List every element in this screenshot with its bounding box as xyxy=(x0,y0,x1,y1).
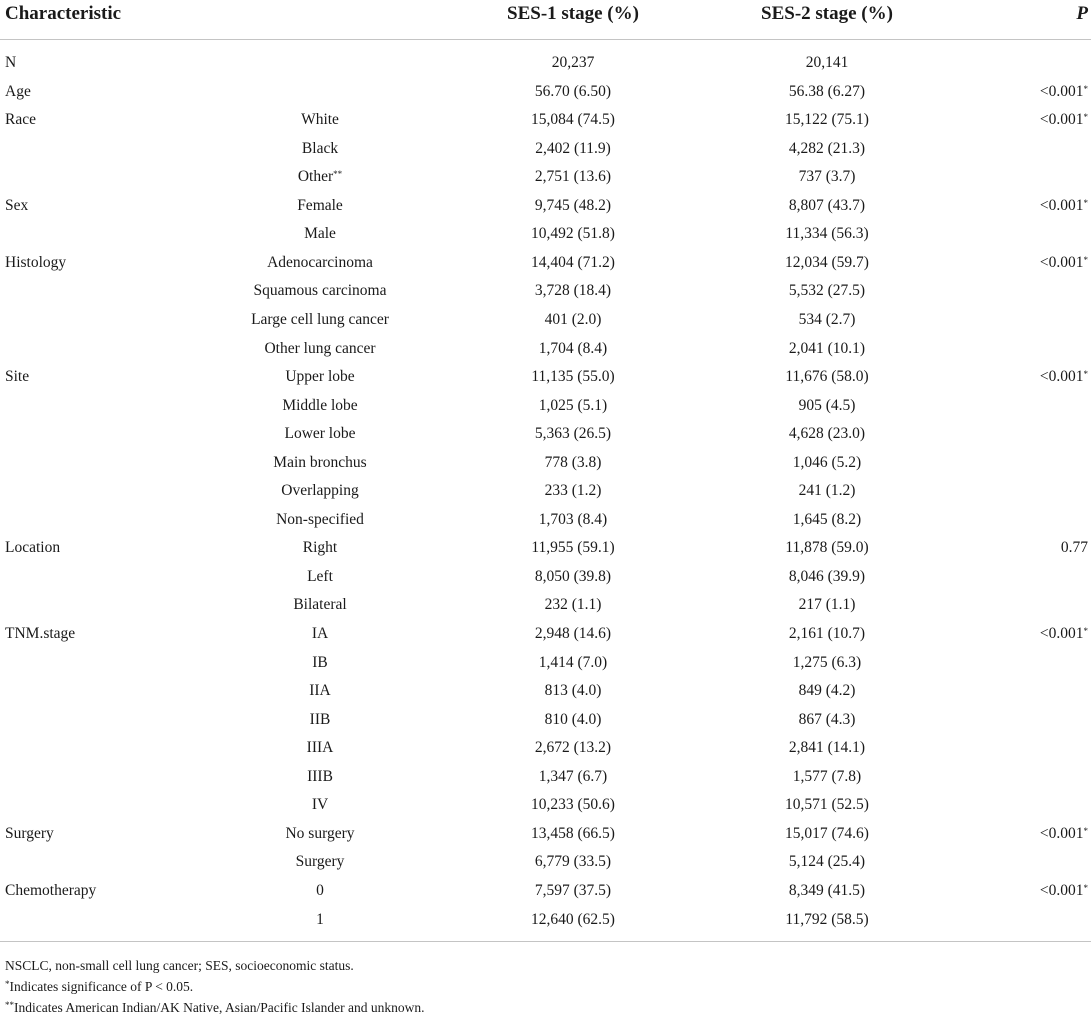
subcategory-cell: Middle lobe xyxy=(282,396,358,414)
table-row xyxy=(0,50,1091,78)
subcategory-cell: Surgery xyxy=(295,853,345,871)
footnote xyxy=(5,958,354,974)
ses2-value-cell: 849 (4.2) xyxy=(798,682,856,700)
ses1-value-cell: 2,751 (13.6) xyxy=(534,168,612,186)
ses2-value-cell: 5,532 (27.5) xyxy=(788,282,866,300)
ses2-value-cell: 241 (1.2) xyxy=(798,482,856,500)
p-value-cell: <0.001* xyxy=(1039,196,1088,214)
table-row xyxy=(0,878,1091,906)
ses2-value-cell: 534 (2.7) xyxy=(798,310,856,328)
ses1-value-cell: 5,363 (26.5) xyxy=(534,425,612,443)
bottom-rule xyxy=(0,941,1091,942)
footnote xyxy=(5,1000,425,1016)
ses1-value-cell: 1,704 (8.4) xyxy=(538,339,608,357)
p-value-cell: <0.001* xyxy=(1039,111,1088,129)
subcategory-cell: Male xyxy=(304,225,336,243)
ses2-value-cell: 1,046 (5.2) xyxy=(792,453,862,471)
ses1-value-cell: 2,402 (11.9) xyxy=(535,139,611,157)
table-row xyxy=(0,592,1091,620)
footnote-mark: * xyxy=(1083,369,1088,380)
table-row xyxy=(0,535,1091,563)
subcategory-cell: Other** xyxy=(297,168,343,186)
characteristic-cell: Race xyxy=(5,111,36,129)
subcategory-cell: Non-specified xyxy=(276,510,364,528)
ses2-value-cell: 8,807 (43.7) xyxy=(788,196,866,214)
subcategory-cell: Left xyxy=(307,567,333,585)
table-row xyxy=(0,564,1091,592)
footnote xyxy=(5,979,193,995)
table-row xyxy=(0,507,1091,535)
ses1-value-cell: 401 (2.0) xyxy=(544,310,602,328)
table-row xyxy=(0,336,1091,364)
characteristic-cell: Site xyxy=(5,368,30,386)
table-row xyxy=(0,79,1091,107)
table-row xyxy=(0,307,1091,335)
table-row xyxy=(0,707,1091,735)
ses1-value-cell: 1,703 (8.4) xyxy=(538,510,608,528)
subcategory-cell: IIB xyxy=(309,710,331,728)
ses1-value-cell: 813 (4.0) xyxy=(544,682,602,700)
ses2-value-cell: 11,676 (58.0) xyxy=(785,368,869,386)
footnote-text: NSCLC, non-small cell lung cancer; SES, socioeconomic status. xyxy=(5,958,354,973)
ses1-value-cell: 233 (1.2) xyxy=(544,482,602,500)
ses1-value-cell: 778 (3.8) xyxy=(544,453,602,471)
p-value-cell: <0.001* xyxy=(1039,82,1088,100)
subcategory-cell: Bilateral xyxy=(293,596,347,614)
ses1-value-cell: 13,458 (66.5) xyxy=(531,824,615,842)
ses1-value-cell: 9,745 (48.2) xyxy=(534,196,612,214)
ses1-value-cell: 7,597 (37.5) xyxy=(534,881,612,899)
table-row xyxy=(0,221,1091,249)
subcategory-cell: Other lung cancer xyxy=(264,339,376,357)
ses2-value-cell: 4,628 (23.0) xyxy=(788,425,866,443)
subcategory-cell: IV xyxy=(311,796,329,814)
ses1-value-cell: 1,025 (5.1) xyxy=(538,396,608,414)
table-row xyxy=(0,678,1091,706)
ses2-value-cell: 867 (4.3) xyxy=(798,710,856,728)
table-row xyxy=(0,735,1091,763)
table-row xyxy=(0,193,1091,221)
ses1-value-cell: 11,135 (55.0) xyxy=(531,368,615,386)
table-header xyxy=(0,0,1091,30)
table-row xyxy=(0,849,1091,877)
ses1-value-cell: 14,404 (71.2) xyxy=(531,253,615,271)
subcategory-cell: Squamous carcinoma xyxy=(253,282,387,300)
table-row xyxy=(0,450,1091,478)
ses2-value-cell: 56.38 (6.27) xyxy=(788,82,866,100)
ses2-value-cell: 12,034 (59.7) xyxy=(785,253,869,271)
table-row xyxy=(0,421,1091,449)
ses2-value-cell: 11,792 (58.5) xyxy=(785,910,869,928)
subcategory-cell: Main bronchus xyxy=(273,453,367,471)
subcategory-cell: Lower lobe xyxy=(284,425,356,443)
ses2-value-cell: 11,878 (59.0) xyxy=(785,539,869,557)
characteristic-cell: Location xyxy=(5,539,61,557)
header-rule xyxy=(0,39,1091,40)
table-row xyxy=(0,107,1091,135)
p-value-cell: <0.001* xyxy=(1039,625,1088,642)
ses2-value-cell: 2,841 (14.1) xyxy=(788,739,866,757)
ses2-value-cell: 4,282 (21.3) xyxy=(788,139,866,157)
header-characteristic: Characteristic xyxy=(5,3,122,24)
table-row xyxy=(0,478,1091,506)
table-row xyxy=(0,621,1091,649)
characteristic-cell: N xyxy=(5,54,17,71)
footnote-mark: * xyxy=(1083,112,1088,123)
ses2-value-cell: 1,645 (8.2) xyxy=(792,510,862,528)
footnote-mark: * xyxy=(1083,882,1088,893)
subcategory-cell: White xyxy=(301,111,339,129)
header-p: P xyxy=(1076,3,1088,24)
p-value-cell: <0.001* xyxy=(1039,368,1088,386)
subcategory-cell: Female xyxy=(297,196,343,214)
ses2-value-cell: 8,349 (41.5) xyxy=(788,881,866,899)
ses1-value-cell: 2,672 (13.2) xyxy=(534,739,612,757)
ses2-value-cell: 2,041 (10.1) xyxy=(788,339,866,357)
ses1-value-cell: 1,414 (7.0) xyxy=(538,653,608,671)
subcategory-cell: Black xyxy=(301,139,339,157)
footnote-text: Indicates American Indian/AK Native, Asian/Pacific Islander and unknown. xyxy=(14,1000,425,1015)
subcategory-cell: 1 xyxy=(316,910,324,928)
ses2-value-cell: 15,122 (75.1) xyxy=(785,111,869,129)
ses1-value-cell: 10,233 (50.6) xyxy=(531,796,615,814)
ses1-value-cell: 8,050 (39.8) xyxy=(534,567,612,585)
footnote-mark: ** xyxy=(5,1000,14,1010)
subcategory-cell: IA xyxy=(311,625,329,642)
ses1-value-cell: 6,779 (33.5) xyxy=(534,853,612,871)
p-value-cell: <0.001* xyxy=(1039,881,1088,899)
footnote-mark: * xyxy=(1083,626,1088,636)
ses1-value-cell: 2,948 (14.6) xyxy=(534,625,612,642)
p-value-cell: <0.001* xyxy=(1039,824,1088,842)
ses2-value-cell: 1,577 (7.8) xyxy=(792,767,862,785)
ses1-value-cell: 10,492 (51.8) xyxy=(531,225,615,243)
characteristic-cell: Age xyxy=(5,82,31,100)
ses2-value-cell: 1,275 (6.3) xyxy=(792,653,862,671)
table-row xyxy=(0,792,1091,820)
subcategory-cell: 0 xyxy=(316,881,324,899)
footnote-mark: * xyxy=(5,979,10,989)
ses2-value-cell: 8,046 (39.9) xyxy=(788,567,866,585)
ses2-value-cell: 15,017 (74.6) xyxy=(785,824,869,842)
ses1-value-cell: 810 (4.0) xyxy=(544,710,602,728)
footnote-mark: * xyxy=(1083,825,1088,836)
p-value-cell: <0.001* xyxy=(1039,253,1088,271)
ses2-value-cell: 905 (4.5) xyxy=(798,396,856,414)
ses2-value-cell: 2,161 (10.7) xyxy=(788,625,866,642)
footnote-mark: * xyxy=(1083,197,1088,208)
subcategory-cell: Overlapping xyxy=(281,482,359,500)
footnote-mark: ** xyxy=(333,169,343,180)
ses2-value-cell: 11,334 (56.3) xyxy=(785,225,869,243)
p-value-cell: 0.77 xyxy=(1060,539,1088,557)
footnote-mark: * xyxy=(1083,83,1088,94)
subcategory-cell: Right xyxy=(302,539,338,557)
ses1-value-cell: 1,347 (6.7) xyxy=(538,767,608,785)
characteristic-cell: Chemotherapy xyxy=(5,881,97,899)
table-row xyxy=(0,907,1091,935)
ses1-value-cell: 232 (1.1) xyxy=(544,596,602,614)
table-row xyxy=(0,250,1091,278)
table-row xyxy=(0,164,1091,192)
subcategory-cell: IIIA xyxy=(306,739,334,757)
ses2-value-cell: 217 (1.1) xyxy=(798,596,856,614)
subcategory-cell: Upper lobe xyxy=(285,368,355,386)
subcategory-cell: IIIB xyxy=(307,767,333,785)
characteristic-cell: Surgery xyxy=(5,824,54,842)
footnote-text: Indicates significance of P < 0.05. xyxy=(9,979,194,994)
subcategory-cell: Large cell lung cancer xyxy=(251,310,389,328)
characteristic-cell: TNM.stage xyxy=(5,625,76,642)
table-row xyxy=(0,136,1091,164)
subcategory-cell: IIA xyxy=(309,682,331,700)
ses2-value-cell: 20,141 xyxy=(805,54,849,71)
characteristic-cell: Histology xyxy=(5,253,67,271)
table-row xyxy=(0,278,1091,306)
ses2-value-cell: 737 (3.7) xyxy=(798,168,856,186)
ses2-value-cell: 5,124 (25.4) xyxy=(788,853,866,871)
ses1-value-cell: 12,640 (62.5) xyxy=(531,910,615,928)
characteristic-cell: Sex xyxy=(5,196,29,214)
ses1-value-cell: 15,084 (74.5) xyxy=(531,111,615,129)
table-row xyxy=(0,821,1091,849)
subcategory-cell: No surgery xyxy=(285,824,355,842)
table-row xyxy=(0,650,1091,678)
subcategory-cell: Adenocarcinoma xyxy=(267,253,373,271)
header-ses1: SES-1 stage (%) xyxy=(507,3,639,24)
table-row xyxy=(0,393,1091,421)
table-row xyxy=(0,364,1091,392)
ses1-value-cell: 20,237 xyxy=(551,54,595,71)
ses2-value-cell: 10,571 (52.5) xyxy=(785,796,869,814)
header-ses2: SES-2 stage (%) xyxy=(761,3,893,24)
ses1-value-cell: 11,955 (59.1) xyxy=(531,539,615,557)
table-row xyxy=(0,764,1091,792)
footnote-mark: * xyxy=(1083,254,1088,265)
ses1-value-cell: 3,728 (18.4) xyxy=(534,282,612,300)
ses1-value-cell: 56.70 (6.50) xyxy=(534,82,612,100)
subcategory-cell: IB xyxy=(312,653,328,671)
